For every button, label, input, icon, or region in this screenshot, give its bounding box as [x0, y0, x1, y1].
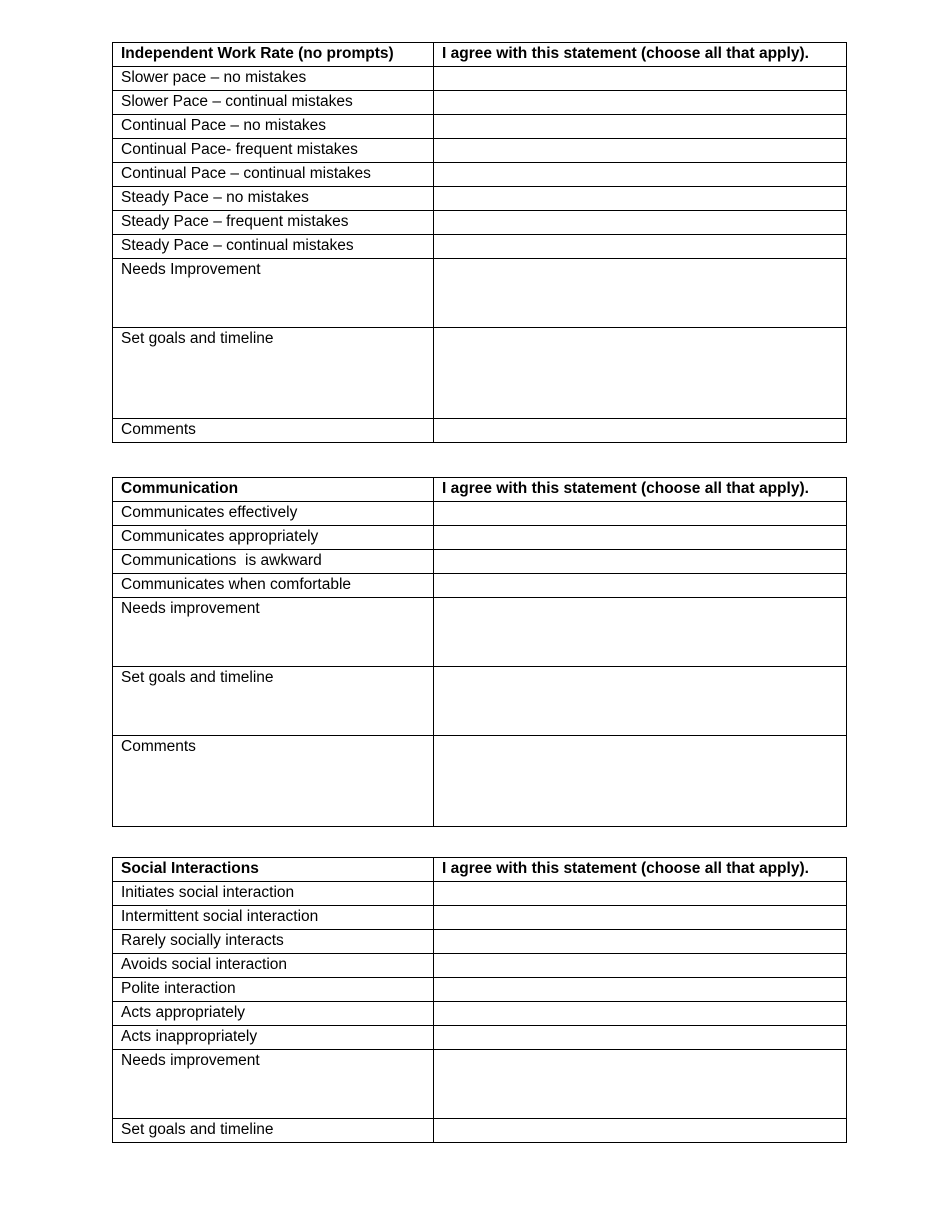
statement-label: Communicates appropriately [113, 526, 434, 550]
agree-cell[interactable] [434, 574, 847, 598]
table-row [113, 91, 847, 115]
agree-cell[interactable] [434, 1026, 847, 1050]
statement-label: Set goals and timeline [113, 1119, 434, 1143]
statement-label: Needs improvement [113, 1050, 434, 1119]
statement-label: Polite interaction [113, 978, 434, 1002]
needs-improvement-cell[interactable] [434, 1050, 847, 1119]
statement-label: Communicates when comfortable [113, 574, 434, 598]
table-row [113, 1050, 847, 1119]
table-row [113, 906, 847, 930]
table-header-row [113, 858, 847, 882]
table-row [113, 882, 847, 906]
statement-label: Set goals and timeline [113, 667, 434, 736]
comments-cell[interactable] [434, 419, 847, 443]
needs-improvement-cell[interactable] [434, 259, 847, 328]
agree-cell[interactable] [434, 906, 847, 930]
agree-cell[interactable] [434, 187, 847, 211]
table-row [113, 954, 847, 978]
agree-cell[interactable] [434, 882, 847, 906]
table-row [113, 163, 847, 187]
table-row [113, 598, 847, 667]
agree-cell[interactable] [434, 502, 847, 526]
needs-improvement-cell[interactable] [434, 598, 847, 667]
work-rate-table [112, 42, 847, 443]
agree-cell[interactable] [434, 930, 847, 954]
table-row [113, 574, 847, 598]
statement-label: Communicates effectively [113, 502, 434, 526]
agree-cell[interactable] [434, 1002, 847, 1026]
agree-cell[interactable] [434, 115, 847, 139]
agree-header: I agree with this statement (choose all that apply). [434, 43, 847, 67]
statement-label: Needs improvement [113, 598, 434, 667]
statement-label: Acts inappropriately [113, 1026, 434, 1050]
comments-cell[interactable] [434, 736, 847, 827]
statement-label: Slower Pace – continual mistakes [113, 91, 434, 115]
table-header-row [113, 43, 847, 67]
agree-cell[interactable] [434, 211, 847, 235]
agree-cell[interactable] [434, 163, 847, 187]
section-header: Independent Work Rate (no prompts) [113, 43, 434, 67]
statement-label: Acts appropriately [113, 1002, 434, 1026]
table-row [113, 139, 847, 163]
table-row [113, 526, 847, 550]
agree-cell[interactable] [434, 91, 847, 115]
statement-label: Needs Improvement [113, 259, 434, 328]
statement-label: Continual Pace- frequent mistakes [113, 139, 434, 163]
statement-label: Rarely socially interacts [113, 930, 434, 954]
table-row [113, 328, 847, 419]
agree-cell[interactable] [434, 978, 847, 1002]
table-row [113, 667, 847, 736]
statement-label: Comments [113, 736, 434, 827]
table-row [113, 211, 847, 235]
agree-cell[interactable] [434, 526, 847, 550]
agree-cell[interactable] [434, 550, 847, 574]
statement-label: Steady Pace – no mistakes [113, 187, 434, 211]
table-row [113, 187, 847, 211]
table-row [113, 67, 847, 91]
table-row [113, 736, 847, 827]
table-row [113, 930, 847, 954]
agree-cell[interactable] [434, 67, 847, 91]
table-row [113, 259, 847, 328]
table-row [113, 1002, 847, 1026]
table-row [113, 419, 847, 443]
communication-table [112, 477, 847, 827]
social-interactions-table [112, 857, 847, 1143]
statement-label: Set goals and timeline [113, 328, 434, 419]
table-row [113, 1119, 847, 1143]
statement-label: Continual Pace – continual mistakes [113, 163, 434, 187]
section-header: Social Interactions [113, 858, 434, 882]
table-row [113, 978, 847, 1002]
agree-header: I agree with this statement (choose all that apply). [434, 858, 847, 882]
goals-cell[interactable] [434, 1119, 847, 1143]
table-row [113, 502, 847, 526]
statement-label: Steady Pace – continual mistakes [113, 235, 434, 259]
goals-cell[interactable] [434, 328, 847, 419]
goals-cell[interactable] [434, 667, 847, 736]
statement-label: Initiates social interaction [113, 882, 434, 906]
agree-header: I agree with this statement (choose all that apply). [434, 478, 847, 502]
statement-label: Communications is awkward [113, 550, 434, 574]
section-header: Communication [113, 478, 434, 502]
statement-label: Intermittent social interaction [113, 906, 434, 930]
statement-label: Steady Pace – frequent mistakes [113, 211, 434, 235]
statement-label: Avoids social interaction [113, 954, 434, 978]
statement-label: Continual Pace – no mistakes [113, 115, 434, 139]
table-row [113, 115, 847, 139]
table-row [113, 235, 847, 259]
agree-cell[interactable] [434, 954, 847, 978]
agree-cell[interactable] [434, 235, 847, 259]
statement-label: Comments [113, 419, 434, 443]
statement-label: Slower pace – no mistakes [113, 67, 434, 91]
table-row [113, 550, 847, 574]
table-header-row [113, 478, 847, 502]
agree-cell[interactable] [434, 139, 847, 163]
table-row [113, 1026, 847, 1050]
